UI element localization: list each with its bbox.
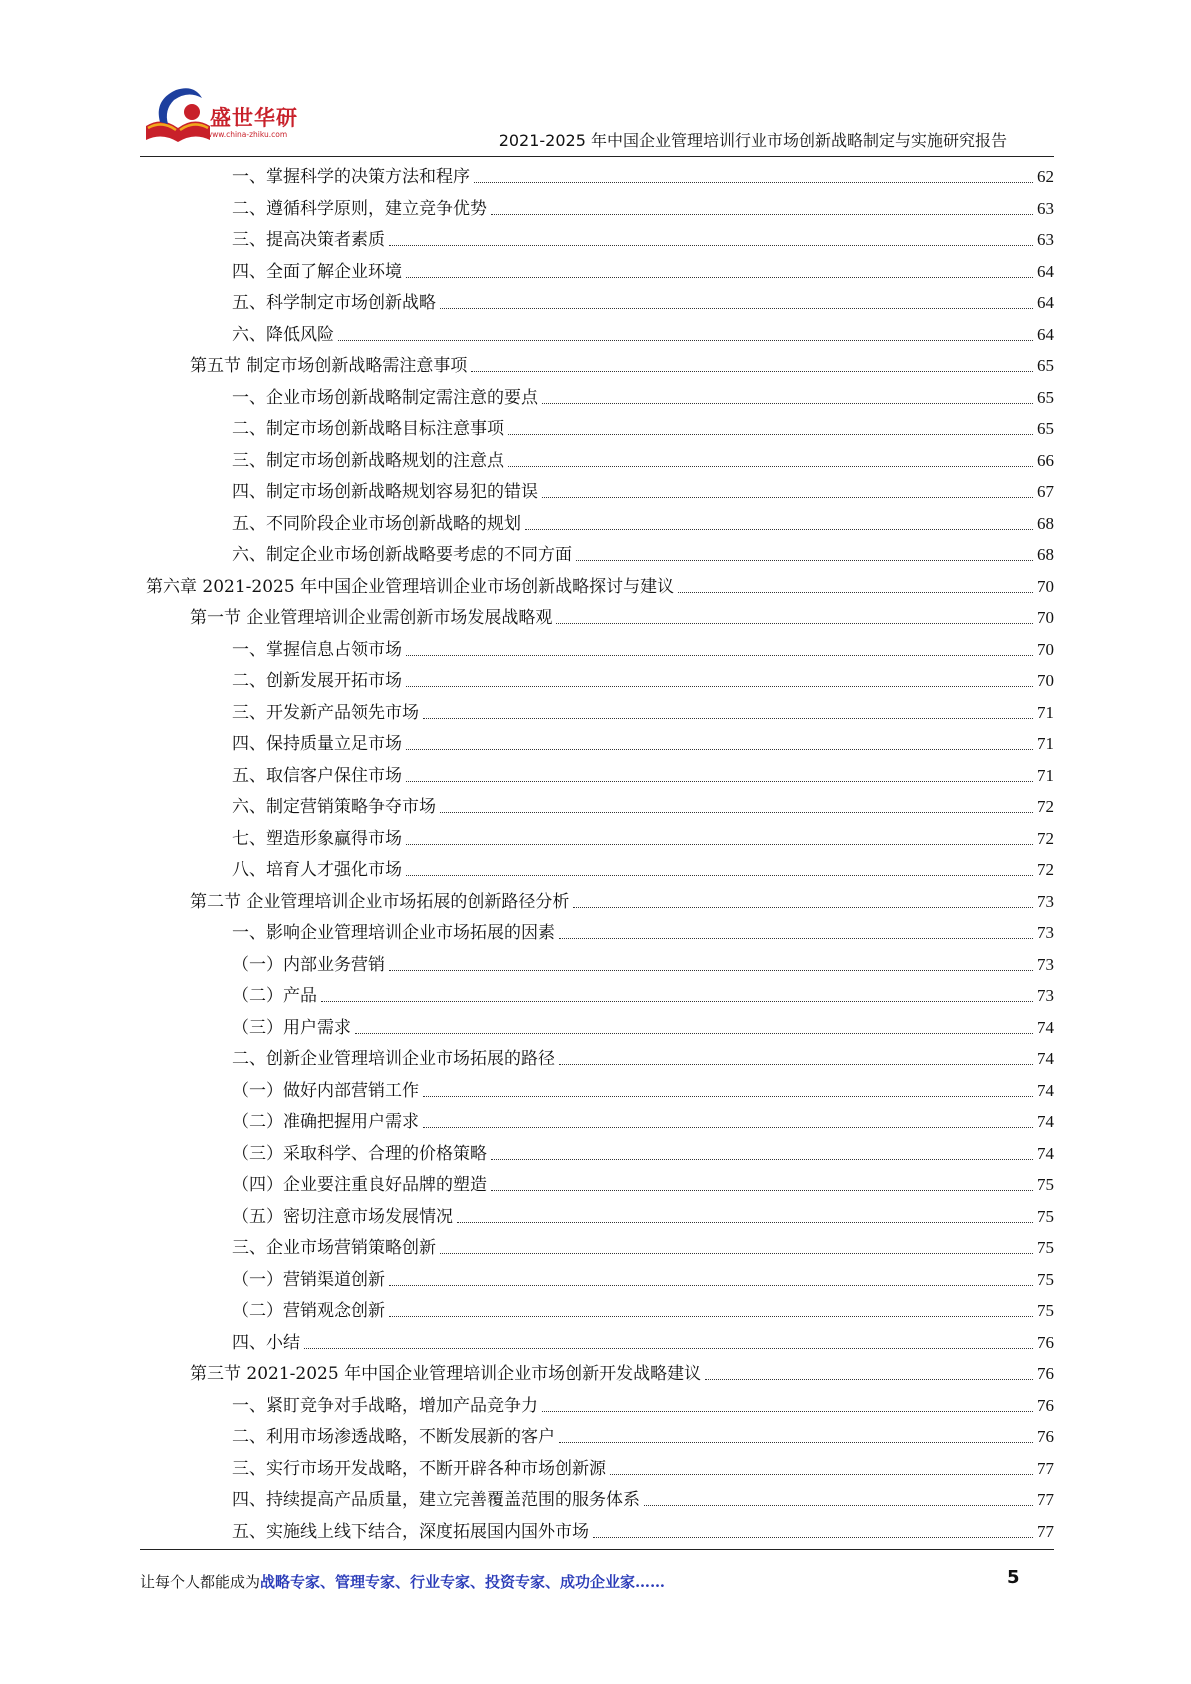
- toc-leader-dots: [559, 1442, 1033, 1443]
- toc-leader-dots: [406, 844, 1033, 845]
- toc-entry[interactable]: [232, 1166, 1054, 1196]
- toc-entry-page: 76: [1037, 1332, 1054, 1352]
- toc-entry-page: 76: [1037, 1364, 1054, 1383]
- toc-entry-page: 68: [1037, 545, 1054, 564]
- toc-entry[interactable]: [232, 1135, 1054, 1165]
- toc-entry-title: 六、制定营销策略争夺市场: [232, 797, 436, 817]
- toc-leader-dots: [406, 749, 1033, 750]
- toc-leader-dots: [423, 718, 1033, 719]
- toc-entry-page: 70: [1037, 608, 1054, 627]
- toc-entry-page: 76: [1037, 1395, 1054, 1415]
- toc-leader-dots: [576, 560, 1033, 561]
- toc-entry[interactable]: [232, 788, 1054, 818]
- toc-entry-title: 七、塑造形象赢得市场: [232, 828, 402, 849]
- toc-leader-dots: [471, 371, 1033, 372]
- toc-leader-dots: [610, 1474, 1033, 1475]
- toc-entry-title: 五、实施线上线下结合，深度拓展国内国外市场: [232, 1521, 589, 1542]
- toc-entry[interactable]: [232, 1513, 1054, 1543]
- toc-entry-page: 72: [1037, 860, 1054, 879]
- toc-entry-page: 65: [1037, 419, 1054, 438]
- toc-entry-title: （四）企业要注重良好品牌的塑造: [232, 1175, 487, 1195]
- toc-entry[interactable]: [232, 757, 1054, 787]
- toc-leader-dots: [389, 970, 1033, 971]
- toc-entry[interactable]: [232, 1292, 1054, 1322]
- toc-entry-title: 八、培育人才强化市场: [232, 860, 402, 880]
- toc-entry-title: 第六章 2021-2025 年中国企业管理培训企业市场创新战略探讨与建议: [146, 576, 675, 597]
- toc-entry[interactable]: [232, 190, 1054, 220]
- footer-divider: [140, 1549, 1054, 1550]
- toc-entry-page: 71: [1037, 765, 1054, 785]
- footer-slogan-prefix: 让每个人都能成为: [140, 1573, 261, 1591]
- toc-entry[interactable]: [232, 505, 1054, 535]
- toc-entry[interactable]: [232, 379, 1054, 409]
- toc-entry-page: 63: [1037, 198, 1054, 218]
- toc-entry[interactable]: [232, 1040, 1054, 1070]
- toc-entry-title: 二、制定市场创新战略目标注意事项: [232, 419, 504, 439]
- toc-entry-title: 三、提高决策者素质: [232, 230, 385, 250]
- toc-leader-dots: [355, 1033, 1033, 1034]
- brand-logo-icon: [140, 82, 220, 154]
- toc-entry-page: 64: [1037, 261, 1054, 281]
- toc-entry-title: （三）采取科学、合理的价格策略: [232, 1143, 487, 1164]
- toc-entry[interactable]: [232, 1481, 1054, 1511]
- toc-entry-title: 二、创新发展开拓市场: [232, 671, 402, 691]
- toc-leader-dots: [406, 781, 1033, 782]
- toc-entry-title: 四、全面了解企业环境: [232, 261, 402, 282]
- toc-entry-page: 68: [1037, 513, 1054, 533]
- toc-entry-page: 65: [1037, 356, 1054, 375]
- header-divider: [140, 156, 1054, 157]
- toc-leader-dots: [644, 1505, 1033, 1506]
- toc-entry-title: 五、取信客户保住市场: [232, 765, 402, 786]
- toc-entry[interactable]: [232, 1229, 1054, 1259]
- toc-entry-title: （二）营销观念创新: [232, 1301, 385, 1321]
- toc-entry-page: 72: [1037, 797, 1054, 816]
- toc-entry[interactable]: [146, 568, 1054, 598]
- toc-entry-title: 三、企业市场营销策略创新: [232, 1238, 436, 1258]
- toc-entry-title: 第五节 制定市场创新战略需注意事项: [190, 356, 468, 376]
- toc-leader-dots: [474, 182, 1033, 183]
- toc-entry[interactable]: [232, 820, 1054, 850]
- toc-leader-dots: [542, 497, 1033, 498]
- toc-leader-dots: [423, 1127, 1033, 1128]
- toc-entry[interactable]: [190, 599, 1054, 629]
- toc-entry-page: 65: [1037, 387, 1054, 407]
- page-header: [140, 78, 1055, 158]
- footer-slogan: [140, 1571, 665, 1592]
- toc-entry[interactable]: [232, 1261, 1054, 1291]
- toc-leader-dots: [440, 1253, 1033, 1254]
- toc-entry-title: 一、影响企业管理培训企业市场拓展的因素: [232, 923, 555, 943]
- toc-entry-title: 四、制定市场创新战略规划容易犯的错误: [232, 482, 538, 502]
- toc-entry-page: 73: [1037, 954, 1054, 974]
- toc-entry[interactable]: [232, 725, 1054, 755]
- toc-entry-title: 五、科学制定市场创新战略: [232, 293, 436, 313]
- toc-entry-title: （一）做好内部营销工作: [232, 1080, 419, 1101]
- toc-leader-dots: [423, 1096, 1033, 1097]
- toc-entry[interactable]: [232, 977, 1054, 1007]
- toc-entry-title: 三、开发新产品领先市场: [232, 702, 419, 723]
- toc-entry-title: （五）密切注意市场发展情况: [232, 1206, 453, 1227]
- toc-leader-dots: [406, 277, 1033, 278]
- brand-url: www.china-zhiku.com: [206, 130, 288, 139]
- toc-leader-dots: [593, 1537, 1033, 1538]
- toc-entry[interactable]: [190, 883, 1054, 913]
- toc-entry[interactable]: [232, 284, 1054, 314]
- toc-leader-dots: [573, 907, 1033, 908]
- toc-entry-title: （三）用户需求: [232, 1017, 351, 1038]
- toc-entry[interactable]: [232, 946, 1054, 976]
- toc-entry[interactable]: [232, 1103, 1054, 1133]
- toc-entry-title: 三、制定市场创新战略规划的注意点: [232, 450, 504, 471]
- footer-slogan-highlight: 战略专家、管理专家、行业专家、投资专家、成功企业家……: [260, 1573, 666, 1591]
- toc-entry-page: 74: [1037, 1143, 1054, 1163]
- toc-entry-page: 66: [1037, 450, 1054, 470]
- toc-leader-dots: [304, 1348, 1033, 1349]
- toc-leader-dots: [705, 1379, 1033, 1380]
- toc-entry[interactable]: [232, 158, 1054, 188]
- toc-entry-page: 64: [1037, 293, 1054, 312]
- toc-entry[interactable]: [190, 1355, 1054, 1385]
- toc-entry-page: 64: [1037, 324, 1054, 344]
- toc-entry-page: 62: [1037, 167, 1054, 186]
- toc-entry-page: 71: [1037, 702, 1054, 722]
- page-number: 5: [1007, 1567, 1020, 1588]
- brand-name: 盛世华研: [210, 106, 298, 130]
- toc-entry-title: （一）营销渠道创新: [232, 1269, 385, 1290]
- toc-leader-dots: [440, 812, 1033, 813]
- toc-leader-dots: [406, 875, 1033, 876]
- toc-entry-page: 77: [1037, 1490, 1054, 1509]
- toc-entry-page: 73: [1037, 891, 1054, 911]
- toc-entry[interactable]: [232, 473, 1054, 503]
- toc-entry-title: 二、遵循科学原则，建立竞争优势: [232, 198, 487, 219]
- toc-entry-page: 74: [1037, 1080, 1054, 1100]
- toc-entry-title: 二、创新企业管理培训企业市场拓展的路径: [232, 1049, 555, 1069]
- toc-entry-title: 第二节 企业管理培训企业市场拓展的创新路径分析: [190, 891, 570, 912]
- toc-entry-title: 五、不同阶段企业市场创新战略的规划: [232, 513, 521, 534]
- toc-entry-page: 74: [1037, 1049, 1054, 1068]
- toc-entry-page: 63: [1037, 230, 1054, 249]
- toc-entry-title: 六、制定企业市场创新战略要考虑的不同方面: [232, 545, 572, 565]
- toc-entry[interactable]: [232, 410, 1054, 440]
- toc-entry-title: （二）产品: [232, 986, 317, 1006]
- toc-entry-title: 第三节 2021-2025 年中国企业管理培训企业市场创新开发战略建议: [190, 1364, 702, 1384]
- toc-entry[interactable]: [232, 662, 1054, 692]
- toc-leader-dots: [542, 403, 1033, 404]
- toc-leader-dots: [389, 1316, 1033, 1317]
- toc-entry[interactable]: [232, 694, 1054, 724]
- toc-entry-page: 76: [1037, 1427, 1054, 1446]
- toc-entry-page: 75: [1037, 1206, 1054, 1226]
- toc-entry[interactable]: [232, 536, 1054, 566]
- toc-leader-dots: [491, 1159, 1033, 1160]
- toc-leader-dots: [508, 434, 1033, 435]
- toc-entry-page: 75: [1037, 1301, 1054, 1320]
- toc-entry-page: 70: [1037, 576, 1054, 596]
- toc-entry-page: 73: [1037, 986, 1054, 1005]
- toc-entry-title: （一）内部业务营销: [232, 954, 385, 975]
- toc-entry[interactable]: [232, 1072, 1054, 1102]
- toc-leader-dots: [559, 1064, 1033, 1065]
- toc-entry-page: 74: [1037, 1017, 1054, 1037]
- toc-entry-title: （二）准确把握用户需求: [232, 1112, 419, 1132]
- toc-leader-dots: [508, 466, 1033, 467]
- toc-entry-page: 67: [1037, 482, 1054, 501]
- toc-entry-page: 71: [1037, 734, 1054, 753]
- toc-leader-dots: [406, 655, 1033, 656]
- toc-entry-page: 74: [1037, 1112, 1054, 1131]
- toc-leader-dots: [556, 623, 1033, 624]
- toc-entry-title: 一、掌握信息占领市场: [232, 639, 402, 660]
- toc-entry-title: 六、降低风险: [232, 324, 334, 345]
- toc-leader-dots: [440, 308, 1033, 309]
- toc-entry-page: 77: [1037, 1521, 1054, 1541]
- toc-entry-page: 72: [1037, 828, 1054, 848]
- toc-leader-dots: [559, 938, 1033, 939]
- toc-entry[interactable]: [232, 316, 1054, 346]
- toc-leader-dots: [389, 245, 1033, 246]
- toc-entry[interactable]: [232, 1324, 1054, 1354]
- toc-leader-dots: [406, 686, 1033, 687]
- toc-entry[interactable]: [232, 1387, 1054, 1417]
- toc-entry-page: 77: [1037, 1458, 1054, 1478]
- toc-entry[interactable]: [232, 1198, 1054, 1228]
- toc-leader-dots: [389, 1285, 1033, 1286]
- toc-entry[interactable]: [232, 1009, 1054, 1039]
- toc-leader-dots: [678, 592, 1033, 593]
- toc-entry[interactable]: [232, 1418, 1054, 1448]
- toc-entry-title: 四、小结: [232, 1332, 300, 1353]
- toc-entry[interactable]: [232, 631, 1054, 661]
- report-title: 2021-2025 年中国企业管理培训行业市场创新战略制定与实施研究报告: [498, 131, 1007, 150]
- toc-leader-dots: [491, 214, 1033, 215]
- toc-entry-title: 二、利用市场渗透战略，不断发展新的客户: [232, 1427, 555, 1447]
- toc-leader-dots: [542, 1411, 1033, 1412]
- toc-leader-dots: [321, 1001, 1033, 1002]
- toc-entry-title: 四、保持质量立足市场: [232, 734, 402, 754]
- toc-entry-title: 一、紧盯竞争对手战略，增加产品竞争力: [232, 1395, 538, 1416]
- toc-entry-title: 四、持续提高产品质量，建立完善覆盖范围的服务体系: [232, 1490, 640, 1510]
- toc-entry-title: 一、掌握科学的决策方法和程序: [232, 167, 470, 187]
- toc-leader-dots: [338, 340, 1033, 341]
- toc-leader-dots: [525, 529, 1033, 530]
- toc-entry-title: 第一节 企业管理培训企业需创新市场发展战略观: [190, 608, 553, 628]
- toc-entry-page: 70: [1037, 671, 1054, 690]
- toc-entry[interactable]: [232, 442, 1054, 472]
- toc-entry-page: 75: [1037, 1175, 1054, 1194]
- toc-entry-page: 73: [1037, 923, 1054, 942]
- toc-entry[interactable]: [190, 347, 1054, 377]
- toc-entry[interactable]: [232, 253, 1054, 283]
- toc-entry[interactable]: [232, 851, 1054, 881]
- toc-entry[interactable]: [232, 221, 1054, 251]
- toc-entry-title: 一、企业市场创新战略制定需注意的要点: [232, 387, 538, 408]
- toc-entry[interactable]: [232, 914, 1054, 944]
- toc-entry-title: 三、实行市场开发战略，不断开辟各种市场创新源: [232, 1458, 606, 1479]
- toc-entry-page: 70: [1037, 639, 1054, 659]
- toc-entry[interactable]: [232, 1450, 1054, 1480]
- toc-entry-page: 75: [1037, 1269, 1054, 1289]
- toc-leader-dots: [457, 1222, 1033, 1223]
- toc-leader-dots: [491, 1190, 1033, 1191]
- toc-entry-page: 75: [1037, 1238, 1054, 1257]
